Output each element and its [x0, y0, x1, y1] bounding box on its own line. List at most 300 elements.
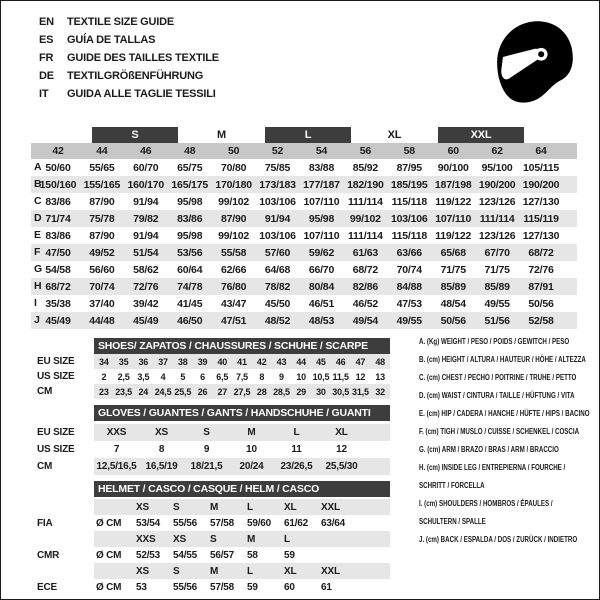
gloves-value: XL	[335, 427, 348, 438]
size-value: 47/53	[396, 297, 422, 310]
row-letter: H	[34, 280, 42, 292]
row-letter: F	[34, 246, 41, 258]
language-row	[39, 67, 219, 85]
helmet-values	[94, 515, 390, 531]
measurement-legend	[419, 332, 592, 548]
helmet-value: 63/64	[321, 517, 346, 529]
gloves-value: 12	[336, 444, 347, 455]
size-value: 59/62	[308, 246, 335, 259]
gloves-value: 7	[113, 444, 120, 455]
row-values	[31, 295, 577, 312]
legend-item-i: I. (cm) SHOULDERS / HOMBROS / ÉPAULES / SCHULTERN / SPALLE	[419, 498, 553, 526]
helmet-values-row-ece	[37, 579, 390, 595]
shoes-value: 2,5	[117, 371, 130, 382]
helmet-size-label: S	[210, 533, 217, 545]
helmet-values-row-fia	[37, 515, 390, 531]
helmet-size-label: S	[173, 565, 180, 577]
size-value: 48/52	[264, 314, 291, 327]
language-row	[39, 31, 219, 49]
gloves-row	[37, 441, 390, 458]
size-value: 54/58	[45, 263, 71, 276]
shoes-value: 38	[177, 356, 188, 367]
helmet-value: 59	[284, 549, 295, 561]
size-value: 84/88	[396, 280, 422, 293]
helmet-size-label: XS	[136, 501, 149, 513]
size-value: 115/118	[391, 195, 427, 208]
size-value: 182/190	[347, 178, 384, 191]
gloves-row	[37, 458, 390, 475]
size-value: 95/98	[177, 229, 203, 242]
shoes-value: 28	[256, 386, 267, 397]
helmet-value: 60	[284, 581, 295, 593]
size-value: 53/56	[177, 246, 203, 259]
gloves-value: 18/21,5	[190, 461, 223, 472]
helmet-values	[94, 547, 390, 563]
size-value: 50/60	[45, 161, 71, 174]
gloves-value: L	[293, 427, 300, 438]
gloves-row-label: US SIZE	[37, 444, 75, 455]
size-value: 170/180	[215, 178, 252, 191]
size-group-s: S	[92, 127, 178, 143]
shoes-value: 41	[237, 356, 247, 367]
size-number: 42	[52, 145, 64, 157]
size-group-row	[92, 127, 577, 143]
helmet-value: 59/60	[247, 517, 272, 529]
shoes-value: 5	[180, 371, 186, 382]
shoes-value: 11,5	[332, 371, 349, 382]
shoes-value: 48	[375, 356, 385, 367]
shoes-value: 8	[259, 371, 265, 382]
gloves-value: 8	[158, 444, 165, 455]
row-values	[31, 193, 577, 210]
helmet-size-label: XL	[284, 565, 297, 577]
size-number: 44	[96, 145, 108, 157]
size-value: 49/54	[352, 314, 378, 327]
language-list	[39, 13, 219, 103]
shoes-row-label: CM	[37, 386, 53, 397]
shoes-value: 27,5	[233, 386, 251, 397]
size-value: 177/187	[303, 178, 340, 191]
size-number-row	[31, 143, 577, 159]
gloves-value: 12,5/16,5	[96, 461, 137, 472]
size-value: 127/130	[522, 229, 560, 242]
size-value: 107/110	[303, 229, 340, 242]
size-value: 99/102	[218, 229, 250, 242]
helmet-size-label: XL	[284, 501, 297, 513]
shoes-row	[37, 354, 390, 369]
size-value: 47/51	[220, 314, 247, 327]
size-value: 70/74	[89, 280, 115, 293]
size-value: 47/50	[45, 246, 71, 259]
size-value: 83/86	[177, 212, 203, 225]
size-value: 39/42	[133, 297, 159, 310]
helmet-value: 61	[321, 581, 332, 593]
size-value: 37/40	[89, 297, 115, 310]
size-value: 41/45	[177, 297, 203, 310]
shoes-value: 43	[276, 356, 287, 367]
row-letter: E	[34, 229, 41, 241]
size-value: 105/115	[523, 161, 560, 174]
size-value: 111/114	[479, 212, 515, 225]
shoes-value: 12	[355, 371, 366, 382]
shoes-value: 45	[316, 356, 326, 367]
language-row	[39, 85, 219, 103]
size-value: 95/98	[308, 212, 335, 225]
gloves-row-values	[94, 458, 390, 475]
size-value: 66/70	[308, 263, 335, 276]
size-value: 56/60	[89, 263, 115, 276]
shoes-row-values	[94, 354, 390, 369]
size-value: 91/94	[264, 212, 291, 225]
size-value: 80/84	[308, 280, 335, 293]
helmet-standard-label: CMR	[37, 549, 60, 561]
size-value: 60/64	[177, 263, 203, 276]
helmet-unit-spacer	[94, 531, 134, 547]
shoes-value: 34	[99, 356, 109, 367]
gloves-row-values	[94, 441, 390, 458]
size-value: 55/65	[89, 161, 115, 174]
size-value: 83/88	[308, 161, 335, 174]
shoes-value: 6	[200, 371, 205, 382]
row-values	[31, 244, 577, 261]
language-code: FR	[39, 52, 54, 64]
helmet-size-label: L	[247, 565, 253, 577]
shoes-value: 32	[375, 386, 385, 397]
size-value: 173/183	[259, 178, 296, 191]
gloves-rows	[37, 424, 390, 475]
language-code: DE	[39, 70, 54, 82]
row-letter: D	[34, 212, 42, 224]
size-number: 64	[535, 145, 547, 157]
size-value: 123/126	[478, 195, 516, 208]
size-value: 44/48	[89, 314, 115, 327]
shoes-value: 4	[160, 371, 166, 382]
size-value: 79/82	[133, 212, 159, 225]
shoes-value: 40	[217, 356, 228, 367]
textile-row-a	[31, 159, 577, 176]
shoes-value: 42	[256, 356, 267, 367]
shoes-value: 2	[101, 371, 107, 382]
size-value: 71/74	[45, 212, 71, 225]
size-number: 48	[184, 145, 196, 157]
size-value: 115/119	[523, 212, 559, 225]
gloves-table	[37, 405, 390, 475]
helmet-sizes	[94, 499, 390, 515]
size-value: 50/56	[528, 297, 554, 310]
helmet-value: 59	[247, 581, 258, 593]
size-value: 61/63	[352, 246, 378, 259]
size-value: 85/89	[484, 280, 510, 293]
helmet-values-row-cmr	[37, 547, 390, 563]
row-letter: J	[34, 314, 40, 326]
legend-item-b: B. (cm) HEIGHT / ALTURA / HAUTEUR / HÖHE / ALTEZZA	[419, 354, 586, 364]
shoes-value: 44	[296, 356, 306, 367]
legend-item-h: H. (cm) INSIDE LEG / ENTREPIERNA / FOURCHE / SCHRITT / FORCELLA	[419, 462, 566, 490]
size-value: 185/195	[391, 178, 428, 191]
helmet-unit-spacer	[94, 563, 134, 579]
size-value: 95/98	[177, 195, 203, 208]
shoes-value: 24,5	[154, 386, 172, 397]
size-value: 46/52	[352, 297, 378, 310]
size-value: 91/94	[133, 229, 159, 242]
size-value: 99/102	[218, 195, 250, 208]
size-value: 46/50	[177, 314, 203, 327]
size-value: 155/165	[83, 178, 121, 191]
helmet-size-label: M	[210, 565, 219, 577]
legend-item-c: C. (cm) CHEST / PECHO / POITRINE / TRUHE / PETTO	[419, 372, 577, 382]
shoes-value: 31,5	[352, 386, 369, 397]
size-value: 107/110	[303, 195, 340, 208]
size-value: 45/49	[133, 314, 159, 327]
size-value: 87/90	[89, 229, 115, 242]
size-value: 75/78	[89, 212, 115, 225]
textile-row-h	[31, 278, 577, 295]
helmet-sizes-row-fia	[37, 499, 390, 515]
helmet-row-label	[37, 531, 94, 547]
size-value: 103/106	[259, 229, 296, 242]
helmet-row-label	[37, 499, 94, 515]
textile-size-table	[31, 127, 577, 329]
size-value: 111/114	[347, 229, 383, 242]
shoes-value: 10	[296, 371, 306, 382]
gloves-row-label: CM	[37, 461, 53, 472]
helmet-sizes-row-ece	[37, 563, 390, 579]
row-values	[31, 261, 577, 278]
helmet-value: 55/56	[173, 517, 198, 529]
size-value: 107/110	[435, 212, 472, 225]
legend-item-g: G. (cm) ARM / BRAZO / BRAS / ARM / BRACCIO	[419, 444, 559, 454]
shoes-value: 29	[296, 386, 306, 397]
size-group-l: L	[265, 127, 351, 143]
helmet-value: 56/57	[210, 549, 235, 561]
size-value: 103/106	[391, 212, 428, 225]
gloves-value: 11	[291, 444, 302, 455]
helmet-value: 54/55	[173, 549, 198, 561]
legend-item-d: D. (cm) WAIST / CINTURA / TAILLE / HÜFTUNG / VITA	[419, 390, 575, 400]
size-value: 51/54	[133, 246, 159, 259]
gloves-value: 20/24	[239, 461, 264, 472]
size-value: 67/70	[484, 246, 510, 259]
helmet-standard-label: ECE	[37, 581, 57, 593]
size-value: 62/66	[220, 263, 247, 276]
helmet-value: 55/56	[173, 581, 198, 593]
size-number-cells	[31, 143, 577, 159]
row-letter: C	[34, 195, 42, 207]
size-number: 46	[140, 145, 152, 157]
size-value: 87/90	[89, 195, 115, 208]
shoes-row-values	[94, 384, 390, 399]
size-value: 65/68	[440, 246, 466, 259]
gloves-value: 25,5/30	[325, 461, 358, 472]
size-number: 54	[315, 145, 328, 157]
helmet-sizes	[94, 531, 390, 547]
size-number: 60	[447, 145, 459, 157]
size-number: 62	[491, 145, 503, 157]
size-value: 55/58	[220, 246, 247, 259]
helmet-values	[94, 579, 390, 595]
size-value: 43/47	[220, 297, 247, 310]
helmet-standard-label: FIA	[37, 517, 53, 529]
gloves-value: 9	[203, 444, 210, 455]
legend-item-f: F. (cm) TIGH / MUSLO / CUISSE / SCHENKEL / COSCIA	[419, 426, 580, 436]
shoes-row-values	[94, 369, 390, 384]
shoes-value: 39	[197, 356, 208, 367]
helmet-value: 58	[247, 549, 258, 561]
size-value: 50/56	[440, 314, 466, 327]
size-value: 63/66	[396, 246, 422, 259]
textile-row-c	[31, 193, 577, 210]
size-value: 160/170	[127, 178, 165, 191]
row-values	[31, 210, 577, 227]
size-value: 123/126	[478, 229, 516, 242]
size-value: 103/106	[259, 195, 296, 208]
size-value: 35/38	[45, 297, 71, 310]
size-value: 49/55	[484, 297, 510, 310]
size-value: 90/100	[437, 161, 469, 174]
shoes-value: 36	[138, 356, 149, 367]
language-label: GUIDA ALLE TAGLIE TESSILI	[67, 88, 216, 100]
size-value: 99/102	[349, 212, 381, 225]
helmet-unit-label: Ø CM	[96, 517, 122, 529]
language-label: TEXTILE SIZE GUIDE	[67, 16, 175, 28]
helmet-size-label: M	[247, 533, 256, 545]
shoes-value: 25,5	[174, 386, 192, 397]
size-value: 72/76	[528, 263, 554, 276]
gloves-row-label: EU SIZE	[37, 427, 75, 438]
size-value: 52/58	[528, 314, 554, 327]
size-value: 74/78	[177, 280, 203, 293]
shoes-value: 26	[197, 386, 208, 397]
size-value: 91/94	[133, 195, 159, 208]
row-values	[31, 227, 577, 244]
gloves-row	[37, 424, 390, 441]
gloves-value: 23/26,5	[280, 461, 313, 472]
size-value: 87/90	[220, 212, 247, 225]
helmet-title-bar: HELMET / CASCO / CASQUE / HELM / CASCO	[94, 481, 390, 497]
textile-row-i	[31, 295, 577, 312]
helmet-size-label: XS	[136, 565, 149, 577]
shoes-value: 30	[316, 386, 326, 397]
size-value: 95/100	[481, 161, 513, 174]
size-value: 65/75	[177, 161, 203, 174]
size-value: 85/89	[440, 280, 466, 293]
language-code: ES	[39, 34, 54, 46]
size-value: 51/56	[484, 314, 510, 327]
shoes-table	[37, 338, 390, 399]
helmet-unit-label: Ø CM	[96, 549, 122, 561]
gloves-title-bar: GLOVES / GUANTES / GANTS / HANDSCHUHE / GUANTI	[94, 405, 390, 421]
size-value: 119/122	[435, 195, 472, 208]
size-value: 70/80	[220, 161, 247, 174]
textile-row-b	[31, 176, 577, 193]
size-value: 87/91	[528, 280, 554, 293]
row-letter: G	[34, 263, 42, 275]
size-group-xxl: XXL	[438, 127, 524, 143]
size-number: 50	[227, 145, 240, 157]
shoes-row	[37, 384, 390, 399]
size-value: 190/200	[522, 178, 560, 191]
shoes-value: 46	[335, 356, 346, 367]
size-value: 58/62	[133, 263, 159, 276]
racing-helmet-icon	[490, 16, 579, 105]
shoes-value: 3,5	[137, 371, 150, 382]
shoes-value: 24	[138, 386, 149, 397]
legend-item-j: J. (cm) BACK / ESPALDA / DOS / ZURÜCK / INDIETRO	[419, 534, 578, 544]
size-value: 57/60	[264, 246, 291, 259]
gloves-value: XS	[155, 427, 168, 438]
helmet-value: 52/53	[136, 549, 161, 561]
language-label: GUIDE DES TAILLES TEXTILE	[67, 52, 219, 64]
gloves-value: 16,5/19	[145, 461, 178, 472]
language-label: GUÍA DE TALLAS	[67, 34, 156, 46]
size-value: 70/74	[396, 263, 422, 276]
shoes-value: 30,5	[332, 386, 350, 397]
size-value: 150/160	[39, 178, 77, 191]
size-value: 48/53	[308, 314, 335, 327]
size-value: 46/51	[308, 297, 335, 310]
size-value: 72/76	[133, 280, 159, 293]
helmet-value: 53/54	[136, 517, 161, 529]
gloves-value: 10	[246, 444, 257, 455]
helmet-size-label: XXS	[136, 533, 156, 545]
size-value: 165/175	[171, 178, 208, 191]
language-label: TEXTILGRÖßENFÜHRUNG	[67, 70, 204, 82]
shoes-value: 23,5	[115, 386, 132, 397]
shoes-value: 10,5	[312, 371, 330, 382]
helmet-size-label: L	[284, 533, 290, 545]
size-value: 119/122	[435, 229, 472, 242]
language-code: IT	[39, 88, 49, 100]
helmet-size-label: S	[173, 501, 180, 513]
helmet-size-label: M	[210, 501, 219, 513]
shoes-value: 37	[158, 356, 168, 367]
size-group-xl: XL	[387, 129, 402, 141]
shoes-row-label: US SIZE	[37, 371, 75, 382]
size-value: 68/72	[45, 280, 71, 293]
helmet-value: 57/58	[210, 581, 235, 593]
size-value: 78/82	[264, 280, 291, 293]
helmet-size-label: XXL	[321, 501, 340, 513]
gloves-row-values	[94, 424, 390, 441]
shoes-title-bar: SHOES/ ZAPATOS / CHAUSSURES / SCHUHE / SCARPE	[94, 338, 390, 354]
size-value: 68/72	[352, 263, 378, 276]
size-value: 115/118	[391, 229, 427, 242]
size-value: 68/72	[528, 246, 554, 259]
size-value: 64/68	[264, 263, 291, 276]
gloves-value: M	[247, 427, 256, 438]
helmet-value: 61/62	[284, 517, 309, 529]
language-row	[39, 13, 219, 31]
textile-row-g	[31, 261, 577, 278]
size-value: 49/52	[89, 246, 115, 259]
helmet-size-label: XXL	[321, 565, 340, 577]
shoes-value: 13	[375, 371, 385, 382]
size-number: 52	[271, 145, 284, 157]
helmet-unit-spacer	[94, 499, 134, 515]
gloves-value: XXS	[106, 427, 127, 438]
row-values	[31, 159, 577, 176]
shoes-value: 27	[217, 386, 228, 397]
size-value: 82/86	[352, 280, 378, 293]
shoes-rows	[37, 354, 390, 399]
size-value: 45/49	[45, 314, 71, 327]
helmet-value: 53	[136, 581, 147, 593]
textile-rows	[31, 159, 577, 329]
textile-row-j	[31, 312, 577, 329]
size-value: 49/55	[396, 314, 422, 327]
helmet-value: 57/58	[210, 517, 235, 529]
size-value: 83/86	[45, 195, 71, 208]
